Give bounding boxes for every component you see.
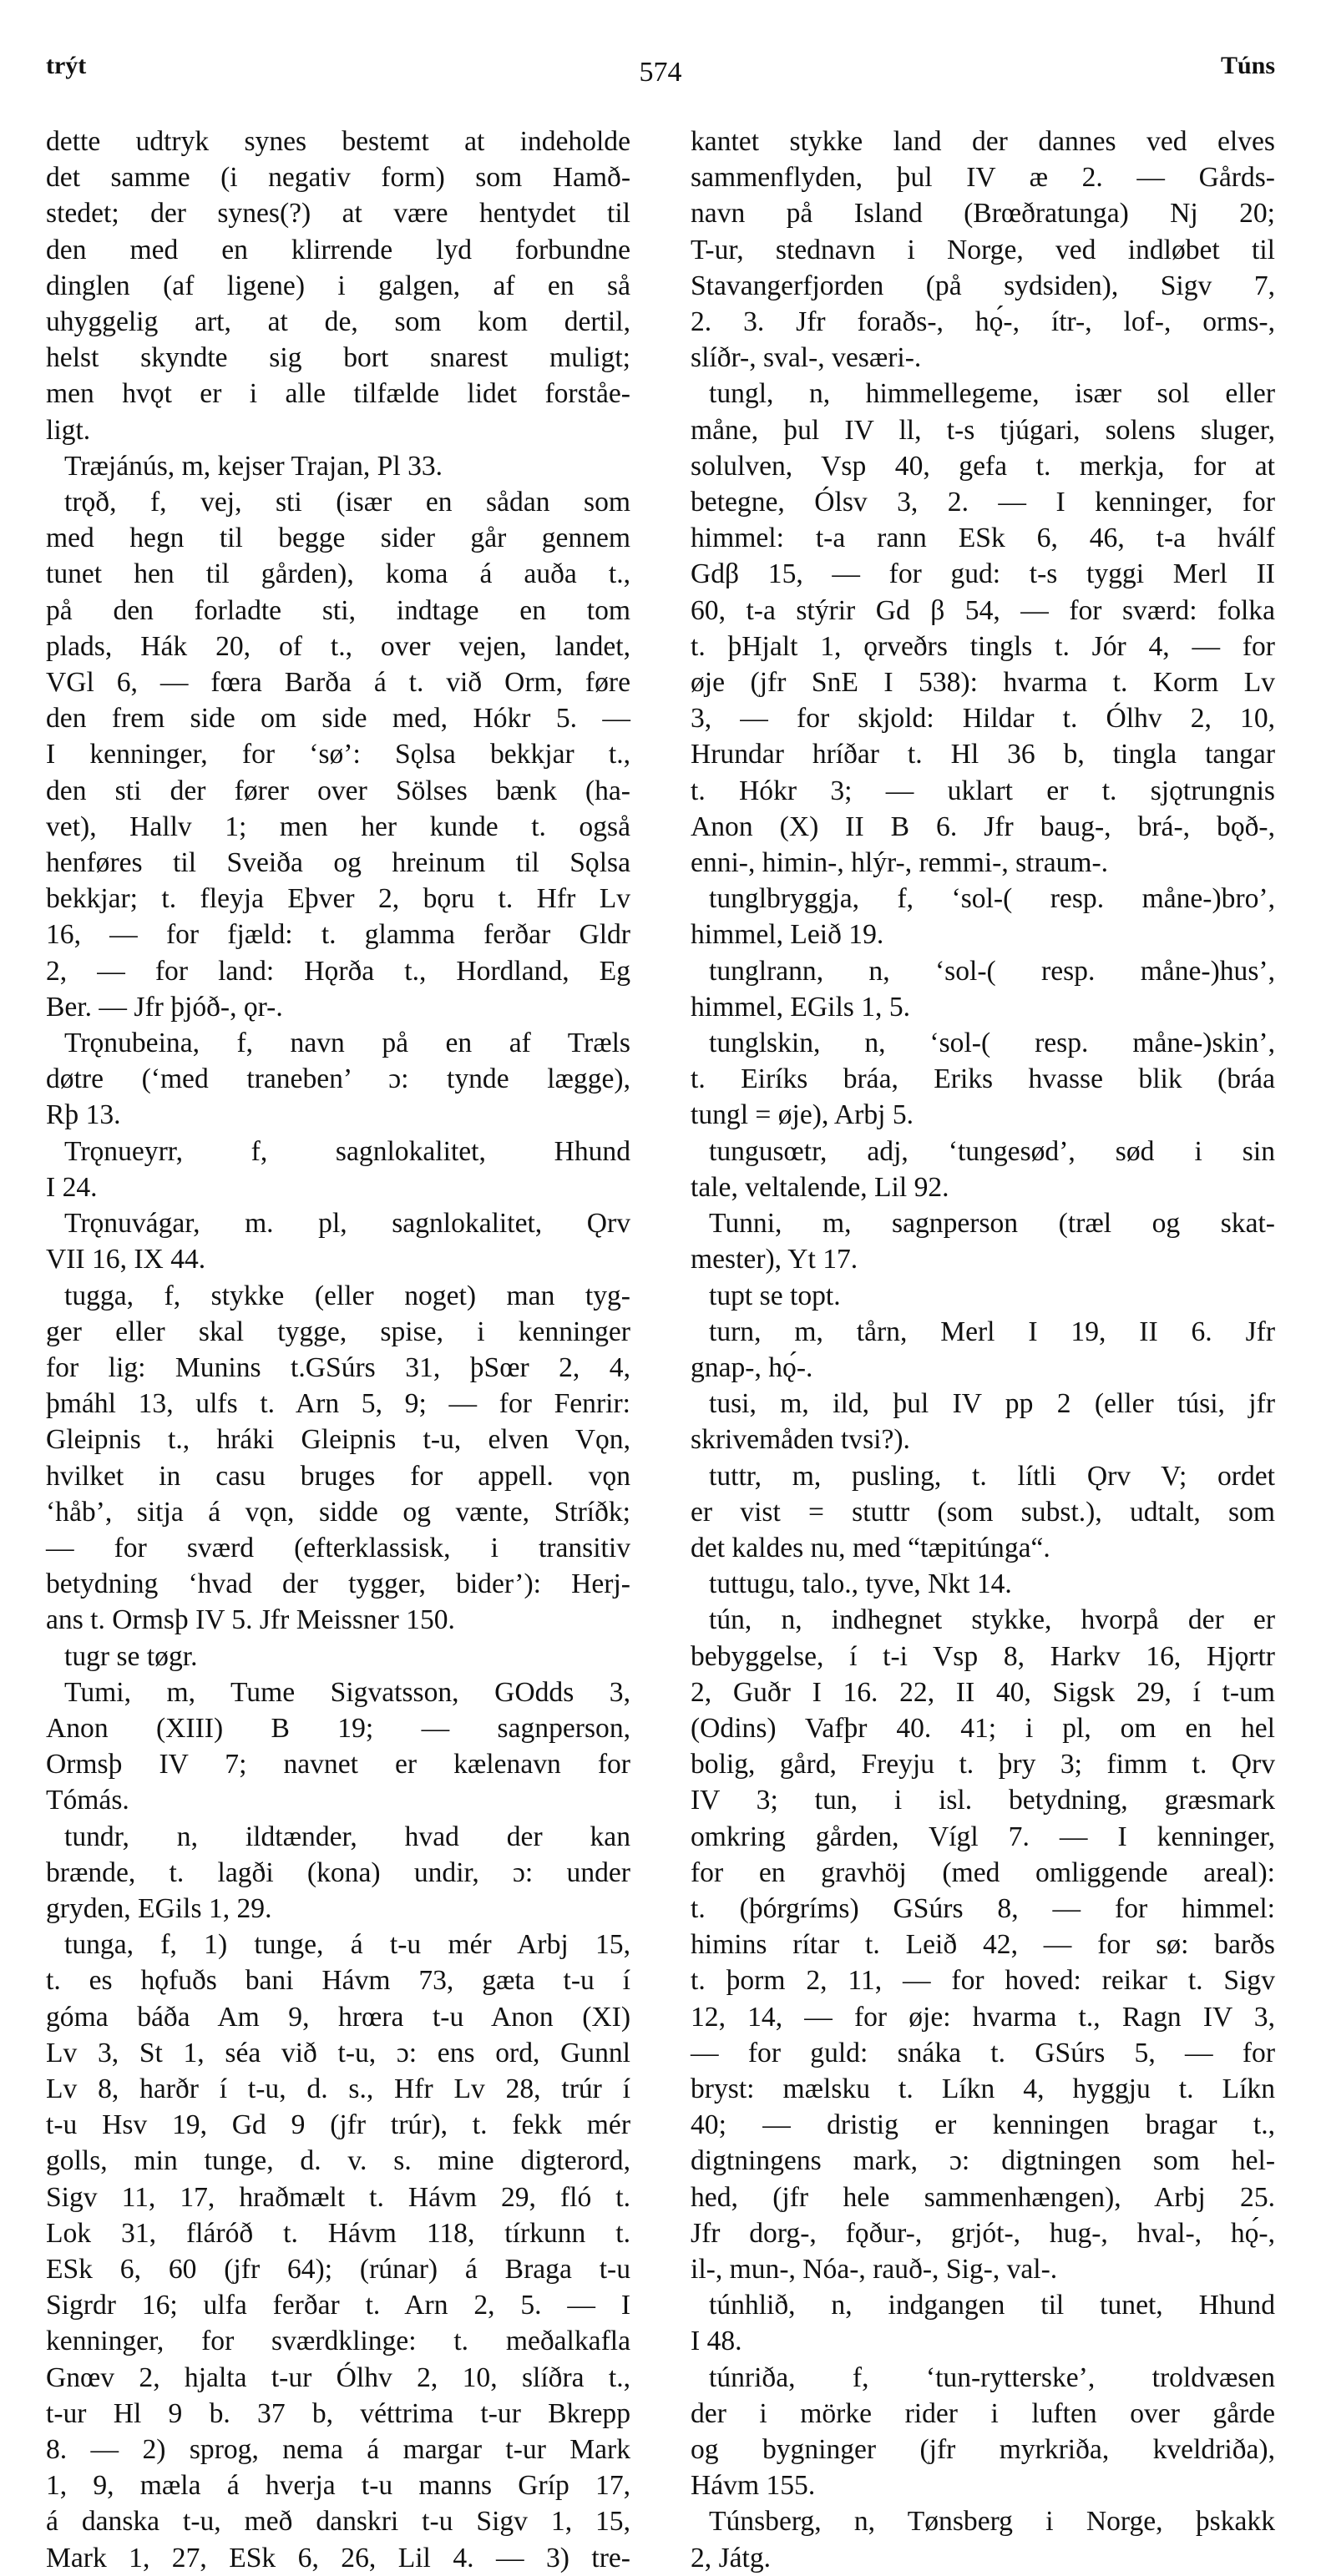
text-line: Trǫnuvágar, m. pl, sagnlokalitet, Ǫrv	[64, 1208, 630, 1240]
text-line: den frem side om side med, Hókr 5. —	[46, 703, 630, 735]
text-line: Mark 1, 27, ESk 6, 26, Lil 4. — 3) tre-	[46, 2542, 630, 2573]
text-line: tusi, m, ild, þul IV pp 2 (eller túsi, jfr	[709, 1388, 1275, 1420]
text-line: — for sværd (efterklassisk, i transitiv	[46, 1532, 630, 1563]
text-line: tunga, f, 1) tunge, á t-u mér Arbj 15,	[64, 1929, 630, 1961]
text-line: t. es hǫfuðs bani Hávm 73, gæta t-u í	[46, 1965, 630, 1997]
text-line: det kaldes nu, med “tæpitúnga“.	[691, 1532, 1050, 1563]
text-line: vet), Hallv 1; men her kunde t. også	[46, 811, 630, 842]
text-line: Trǫnubeina, f, navn på en af Træls	[64, 1028, 630, 1059]
text-line: og bygninger (jfr myrkriða, kveldriða),	[691, 2434, 1275, 2465]
text-line: Stavangerfjorden (på sydsiden), Sigv 7,	[691, 270, 1275, 301]
text-line: tugga, f, stykke (eller noget) man tyg-	[64, 1280, 630, 1311]
text-line: det samme (i negativ form) som Hamð-	[46, 162, 630, 194]
text-line: himmel: t-a rann ESk 6, 46, t-a hválf	[691, 523, 1275, 554]
text-line: tungl = øje), Arbj 5.	[691, 1099, 914, 1131]
text-line: t. Hókr 3; — uklart er t. sjǫtrungnis	[691, 775, 1275, 806]
text-line: tunglrann, n, ‘sol-( resp. måne-)hus’,	[709, 955, 1275, 987]
text-line: tunglskin, n, ‘sol-( resp. måne-)skin’,	[709, 1028, 1275, 1059]
text-line: plads, Hák 20, of t., over vejen, landet,	[46, 630, 630, 662]
text-line: Jfr dorg-, fǫður-, grjót-, hug-, hval-, hǫ́-,	[691, 2217, 1275, 2249]
text-line: 3, — for skjold: Hildar t. Ólhv 2, 10,	[691, 703, 1275, 735]
text-line: tungl, n, himmellegeme, især sol eller	[709, 378, 1275, 410]
text-line: bekkjar; t. fleyja Eþver 2, bǫru t. Hfr Lv	[46, 883, 630, 915]
text-line: Anon (XIII) B 19; — sagnperson,	[46, 1712, 630, 1744]
text-line: túnhlið, n, indgangen til tunet, Hhund	[709, 2290, 1275, 2321]
text-line: t. (þórgríms) GSúrs 8, — for himmel:	[691, 1892, 1275, 1924]
text-line: ESk 6, 60 (jfr 64); (rúnar) á Braga t-u	[46, 2253, 630, 2285]
text-line: þmáhl 13, ulfs t. Arn 5, 9; — for Fenrir:	[46, 1388, 630, 1420]
text-line: t. þHjalt 1, ǫrveðrs tingls t. Jór 4, — for	[691, 630, 1275, 662]
text-line: 16, — for fjæld: t. glamma ferðar Gldr	[46, 919, 630, 951]
text-line: kenninger, for sværdklinge: t. meðalkafla	[46, 2326, 630, 2357]
text-line: Hrundar hríðar t. Hl 36 b, tingla tangar	[691, 739, 1275, 770]
text-line: Tómás.	[46, 1785, 129, 1816]
text-line: Trǫnueyrr, f, sagnlokalitet, Hhund	[64, 1135, 630, 1167]
text-line: solulven, Vsp 40, gefa t. merkja, for at	[691, 450, 1275, 482]
text-line: Anon (X) II B 6. Jfr baug-, brá-, bǫð-,	[691, 811, 1275, 842]
text-line: tuttugu, talo., tyve, Nkt 14.	[709, 1568, 1012, 1600]
text-line: 2, Játg.	[691, 2542, 772, 2573]
text-line: bryst: mælsku t. Líkn 4, hyggju t. Líkn	[691, 2073, 1275, 2104]
text-line: Hávm 155.	[691, 2470, 816, 2502]
text-line: Tunni, m, sagnperson (træl og skat-	[709, 1208, 1275, 1240]
text-line: øje (jfr SnE I 538): hvarma t. Korm Lv	[691, 667, 1275, 699]
text-line: 8. — 2) sprog, nema á margar t-ur Mark	[46, 2434, 630, 2465]
text-line: t. Eiríks bráa, Eriks hvasse blik (bráa	[691, 1063, 1275, 1095]
text-line: kantet stykke land der dannes ved elves	[691, 126, 1275, 157]
text-line: 2. 3. Jfr foraðs-, hǫ́-, ítr-, lof-, orms-,	[691, 306, 1275, 338]
text-line: tunglbryggja, f, ‘sol-( resp. måne-)bro’,	[709, 883, 1275, 915]
text-line: henføres til Sveiða og hreinum til Sǫlsa	[46, 847, 630, 879]
text-line: den med en klirrende lyd forbundne	[46, 234, 630, 265]
text-line: brænde, t. lagði (kona) undir, ɔ: under	[46, 1856, 630, 1888]
text-line: tún, n, indhegnet stykke, hvorpå der er	[709, 1604, 1275, 1636]
text-line: IV 3; tun, i isl. betydning, græsmark	[691, 1785, 1275, 1816]
text-line: tuttr, m, pusling, t. lítli Ǫrv V; ordet	[709, 1460, 1275, 1492]
text-line: hed, (jfr hele sammenhængen), Arbj 25.	[691, 2181, 1275, 2213]
text-line: sammenflyden, þul IV æ 2. — Gårds-	[691, 162, 1275, 194]
text-line: Túnsberg, n, Tønsberg i Norge, þskakk	[709, 2506, 1275, 2538]
text-line: I 24.	[46, 1171, 98, 1203]
text-line: t-u Hsv 19, Gd 9 (jfr trúr), t. fekk mér	[46, 2109, 630, 2141]
text-line: omkring gården, Vígl 7. — I kenninger,	[691, 1821, 1275, 1852]
text-line: á danska t-u, með danskri t-u Sigv 1, 15,	[46, 2506, 630, 2538]
text-line: bebyggelse, í t-i Vsp 8, Harkv 16, Hjǫrtr	[691, 1640, 1275, 1672]
text-line: (Odins) Vafþr 40. 41; i pl, om en hel	[691, 1712, 1275, 1744]
text-line: for lig: Munins t.GSúrs 31, þSœr 2, 4,	[46, 1351, 630, 1383]
text-line: 40; — dristig er kenningen bragar t.,	[691, 2109, 1275, 2141]
text-line: tungusœtr, adj, ‘tungesød’, sød i sin	[709, 1135, 1275, 1167]
text-line: tupt se topt.	[709, 1280, 841, 1311]
text-line: den sti der fører over Sölses bænk (ha-	[46, 775, 630, 806]
text-line: stedet; der synes(?) at være hentydet til	[46, 198, 630, 230]
text-line: Sigv 11, 17, hraðmælt t. Hávm 29, fló t.	[46, 2181, 630, 2213]
text-line: 2, — for land: Hǫrða t., Hordland, Eg	[46, 955, 630, 987]
text-line: der i mörke rider i luften over gårde	[691, 2397, 1275, 2429]
text-line: på den forladte sti, indtage en tom	[46, 594, 630, 626]
text-line: himmel, Leið 19.	[691, 919, 884, 951]
text-line: t-ur Hl 9 b. 37 b, véttrima t-ur Bkrepp	[46, 2397, 630, 2429]
text-line: Tumi, m, Tume Sigvatsson, GOdds 3,	[64, 1676, 630, 1708]
running-head-right: Túns	[1220, 52, 1275, 79]
text-line: dinglen (af ligene) i galgen, af en så	[46, 270, 630, 301]
right-column	[691, 124, 1275, 2573]
text-line: tugr se tøgr.	[64, 1640, 198, 1672]
text-line: Lv 8, harðr í t-u, d. s., Hfr Lv 28, trúr í	[46, 2073, 630, 2104]
text-line: VII 16, IX 44.	[46, 1244, 206, 1275]
text-line: Lok 31, fláróð t. Hávm 118, tírkunn t.	[46, 2217, 630, 2249]
text-line: med hegn til begge sider går gennem	[46, 523, 630, 554]
running-head-left: trýt	[46, 52, 87, 79]
text-line: Gnœv 2, hjalta t-ur Ólhv 2, 10, slíðra t.,	[46, 2361, 630, 2393]
text-line: I kenninger, for ‘sø’: Sǫlsa bekkjar t.,	[46, 739, 630, 770]
left-column	[46, 124, 630, 2573]
text-line: måne, þul IV ll, t-s tjúgari, solens sluger,	[691, 414, 1275, 446]
text-line: trǫð, f, vej, sti (især en sådan som	[64, 487, 630, 518]
text-line: ligt.	[46, 414, 91, 446]
text-line: helst skyndte sig bort snarest muligt;	[46, 342, 630, 374]
text-line: tundr, n, ildtænder, hvad der kan	[64, 1821, 630, 1852]
text-line: 60, t-a stýrir Gd β 54, — for sværd: folka	[691, 594, 1275, 626]
text-line: navn på Island (Brœðratunga) Nj 20;	[691, 198, 1275, 230]
text-line: turn, m, tårn, Merl I 19, II 6. Jfr	[709, 1316, 1275, 1347]
text-line: 12, 14, — for øje: hvarma t., Ragn IV 3,	[691, 2001, 1275, 2033]
text-line: I 48.	[691, 2326, 742, 2357]
text-line: ger eller skal tygge, spise, i kenninger	[46, 1316, 630, 1347]
text-line: golls, min tunge, d. v. s. mine digterord,	[46, 2145, 630, 2177]
text-line: ‘håb’, sitja á vǫn, sidde og vænte, Stríðk;	[46, 1496, 630, 1528]
text-line: gryden, EGils 1, 29.	[46, 1892, 272, 1924]
text-line: digtningens mark, ɔ: digtningen som hel-	[691, 2145, 1275, 2177]
text-line: il-, mun-, Nóa-, rauð-, Sig-, val-.	[691, 2253, 1058, 2285]
text-line: Sigrdr 16; ulfa ferðar t. Arn 2, 5. — I	[46, 2290, 630, 2321]
text-line: Rþ 13.	[46, 1099, 121, 1131]
text-line: t. þorm 2, 11, — for hoved: reikar t. Sigv	[691, 1965, 1275, 1997]
text-line: tunet hen til gården), koma á auða t.,	[46, 558, 630, 590]
text-line: døtre (‘med traneben’ ɔ: tynde lægge),	[46, 1063, 630, 1095]
text-line: hvilket in casu bruges for appell. vǫn	[46, 1460, 630, 1492]
text-line: VGl 6, — fœra Barða á t. við Orm, føre	[46, 667, 630, 699]
text-line: uhyggelig art, at de, som kom dertil,	[46, 306, 630, 338]
text-line: 1, 9, mæla á hverja t-u manns Gríp 17,	[46, 2470, 630, 2502]
text-line: er vist = stuttr (som subst.), udtalt, som	[691, 1496, 1275, 1528]
text-line: for en gravhöj (med omliggende areal):	[691, 1856, 1275, 1888]
text-line: — for guld: snáka t. GSúrs 5, — for	[691, 2037, 1275, 2068]
text-line: tale, veltalende, Lil 92.	[691, 1171, 949, 1203]
text-line: enni-, himin-, hlýr-, remmi-, straum-.	[691, 847, 1109, 879]
text-line: Gdβ 15, — for gud: t-s tyggi Merl II	[691, 558, 1275, 590]
text-line: Træjánús, m, kejser Trajan, Pl 33.	[64, 450, 443, 482]
text-line: Ormsþ IV 7; navnet er kælenavn for	[46, 1749, 630, 1780]
text-line: mester), Yt 17.	[691, 1244, 858, 1275]
text-line: bolig, gård, Freyju t. þry 3; fimm t. Ǫrv	[691, 1749, 1275, 1780]
text-line: betydning ‘hvad der tygger, bider’): Herj-	[46, 1568, 630, 1600]
text-line: ans t. Ormsþ IV 5. Jfr Meissner 150.	[46, 1604, 455, 1636]
text-line: T-ur, stednavn i Norge, ved indløbet til	[691, 234, 1275, 265]
text-line: túnriða, f, ‘tun-rytterske’, troldvæsen	[709, 2361, 1275, 2393]
text-line: 2, Guðr I 16. 22, II 40, Sigsk 29, í t-um	[691, 1676, 1275, 1708]
text-line: góma báða Am 9, hrœra t-u Anon (XI)	[46, 2001, 630, 2033]
text-line: dette udtryk synes bestemt at indeholde	[46, 126, 630, 157]
text-line: slíðr-, sval-, vesæri-.	[691, 342, 922, 374]
text-line: skrivemåden tvsi?).	[691, 1424, 910, 1456]
text-line: Ber. — Jfr þjóð-, ǫr-.	[46, 991, 283, 1023]
text-line: Lv 3, St 1, séa við t-u, ɔ: ens ord, Gunnl	[46, 2037, 630, 2068]
text-line: himmel, EGils 1, 5.	[691, 991, 911, 1023]
text-line: himins rítar t. Leið 42, — for sø: barðs	[691, 1929, 1275, 1961]
page-number: 574	[639, 57, 682, 88]
text-line: Gleipnis t., hráki Gleipnis t-u, elven Vǫn,	[46, 1424, 630, 1456]
text-line: betegne, Ólsv 3, 2. — I kenninger, for	[691, 487, 1275, 518]
text-line: gnap-, hǫ́-.	[691, 1351, 813, 1383]
text-line: men hvǫt er i alle tilfælde lidet forståe-	[46, 378, 630, 410]
